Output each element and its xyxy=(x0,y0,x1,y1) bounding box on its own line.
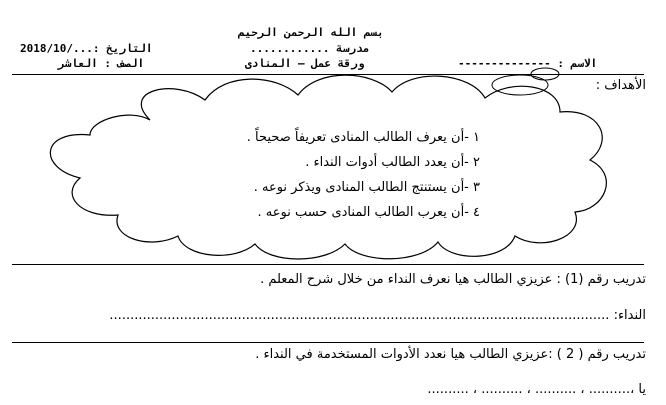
goal-item: ٣ -أن يستنتج الطالب المنادى ويذكر نوعه . xyxy=(253,180,480,195)
basmala: بسم الله الرحمن الرحيم xyxy=(238,26,384,39)
date-field: 2018/10/...: التاريخ xyxy=(20,42,153,55)
worksheet-title: ورقة عمل – المنادى xyxy=(245,57,365,70)
goals-heading: الأهداف : xyxy=(595,78,646,93)
goal-item: ١ -أن يعرف الطالب المنادى تعريفاً صحيحاً . xyxy=(246,130,480,145)
header-divider xyxy=(12,74,644,75)
section-divider xyxy=(12,342,644,343)
student-name-field: الاسم : -------------- xyxy=(458,57,598,70)
class-field: الصف : العاشر xyxy=(58,57,145,70)
exercise-1-prompt: تدريب رقم (1) : عزيزي الطالب هيا نعرف النداء من خلال شرح المعلم . xyxy=(260,272,646,287)
school-field: مدرسة ............ xyxy=(250,42,370,55)
goal-item: ٢ -أن يعدد الطالب أدوات النداء . xyxy=(305,155,480,170)
exercise-2-prompt: تدريب رقم ( 2 ) :عزيزي الطالب هيا نعدد الأدوات المستخدمة في النداء . xyxy=(255,347,646,362)
exercise-1-answer-line[interactable]: النداء: ......................................................................................................................... xyxy=(109,308,646,323)
exercise-2-answer-line[interactable]: يا ،.......... ، .......... ، .......... ، .......... xyxy=(427,382,646,397)
goal-item: ٤ -أن يعرب الطالب المنادى حسب نوعه . xyxy=(257,205,480,220)
section-divider xyxy=(12,264,644,265)
